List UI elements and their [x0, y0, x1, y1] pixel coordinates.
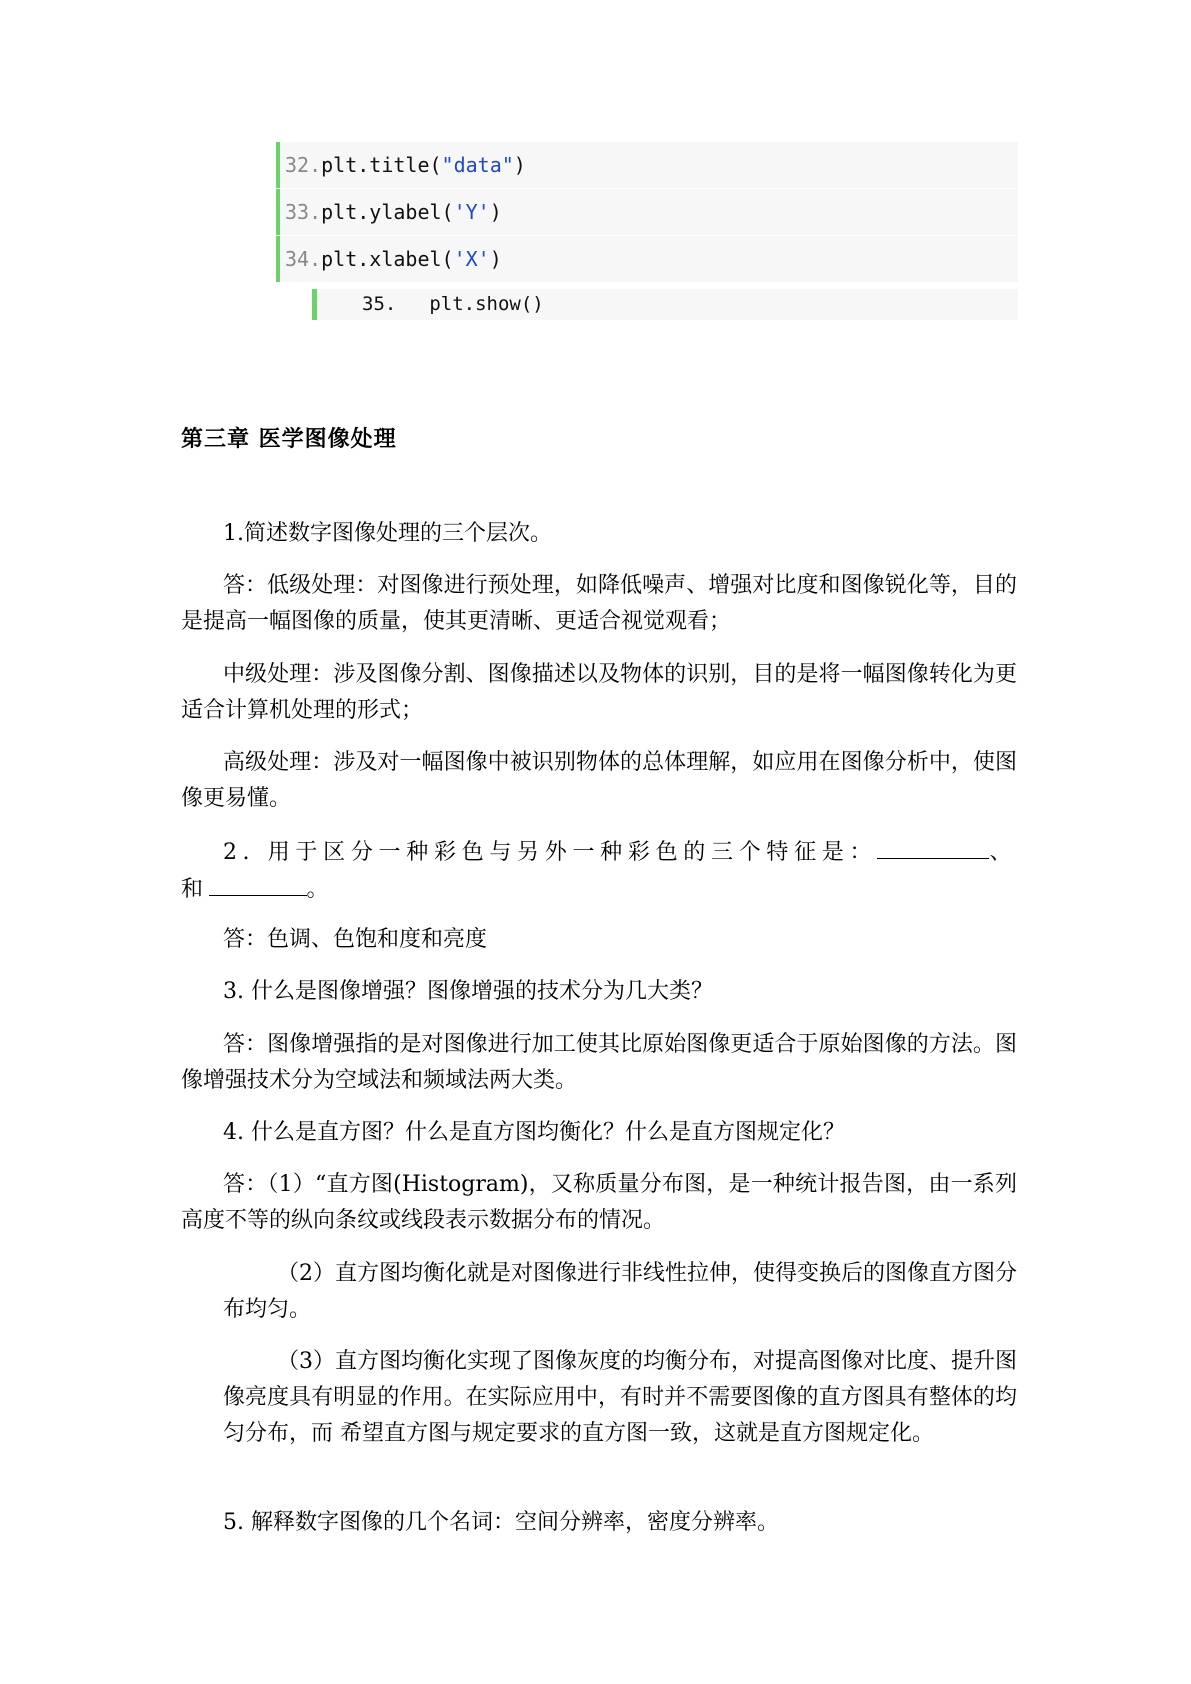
q4-question: 4. 什么是直方图？什么是直方图均衡化？什么是直方图规定化？ [223, 1120, 845, 1145]
q1-answer-low: 答：低级处理：对图像进行预处理，如降低噪声、增强对比度和图像锐化等，目的是提高一幅图像的质量，使其更清晰、更适合视觉观看； [181, 573, 1017, 634]
code-string: 'X' [453, 247, 490, 271]
chapter-title: 第三章 医学图像处理 [181, 427, 397, 452]
code-text: plt.show() [429, 293, 544, 315]
q2-question-text: 2. 用于区分一种彩色与另外一种彩色的三个特征是： [223, 840, 878, 865]
code-text: plt.title( [321, 153, 442, 177]
code-line-35 [312, 289, 1018, 320]
code-text: ) [513, 153, 526, 177]
blank-line [877, 834, 989, 859]
q1-answer-mid: 中级处理：涉及图像分割、图像描述以及物体的识别，目的是将一幅图像转化为更适合计算机处理的形式； [181, 662, 1017, 723]
code-text: ) [489, 200, 502, 224]
q2-end: 。 [306, 877, 335, 902]
q3-answer: 答：图像增强指的是对图像进行加工使其比原始图像更适合于原始图像的方法。图像增强技术分为空域法和频域法两大类。 [181, 1032, 1017, 1093]
code-line-33 [276, 189, 1018, 235]
q5-question: 5. 解释数字图像的几个名词：空间分辨率，密度分辨率。 [223, 1510, 779, 1535]
code-text: plt.xlabel( [321, 247, 454, 271]
code-string: 'Y' [453, 200, 490, 224]
q4-answer-1: 答：（1）“直方图(Histogram)，又称质量分布图，是一种统计报告图，由一系列高度不等的纵向条纹或线段表示数据分布的情况。 [181, 1172, 1017, 1233]
q2-separator: 、 [989, 840, 1017, 865]
q2-question [181, 834, 1017, 908]
code-line-34 [276, 236, 1018, 282]
line-number: 33. [285, 200, 322, 224]
q1-question: 1.简述数字图像处理的三个层次。 [223, 521, 552, 546]
line-number: 35. [362, 293, 397, 315]
line-number: 34. [285, 247, 322, 271]
q2-question-text-2: 和 [181, 877, 209, 902]
line-number: 32. [285, 153, 322, 177]
code-text: plt.ylabel( [321, 200, 454, 224]
q2-answer: 答：色调、色饱和度和亮度 [223, 927, 488, 952]
code-line-32 [276, 142, 1018, 188]
q4-answer-2: （2）直方图均衡化就是对图像进行非线性拉伸，使得变换后的图像直方图分布均匀。 [223, 1261, 1017, 1322]
blank-line [209, 871, 307, 896]
code-text: ) [489, 247, 502, 271]
q4-answer-3: （3）直方图均衡化实现了图像灰度的均衡分布，对提高图像对比度、提升图像亮度具有明显的作用。在实际应用中，有时并不需要图像的直方图具有整体的均匀分布，而 希望直方图与规定要求的直方图一致，这就是直方图规定化。 [223, 1349, 1017, 1446]
code-string: "data" [441, 153, 514, 177]
q1-answer-high: 高级处理：涉及对一幅图像中被识别物体的总体理解，如应用在图像分析中，使图像更易懂。 [181, 750, 1017, 811]
q3-question: 3. 什么是图像增强？图像增强的技术分为几大类？ [223, 979, 713, 1004]
